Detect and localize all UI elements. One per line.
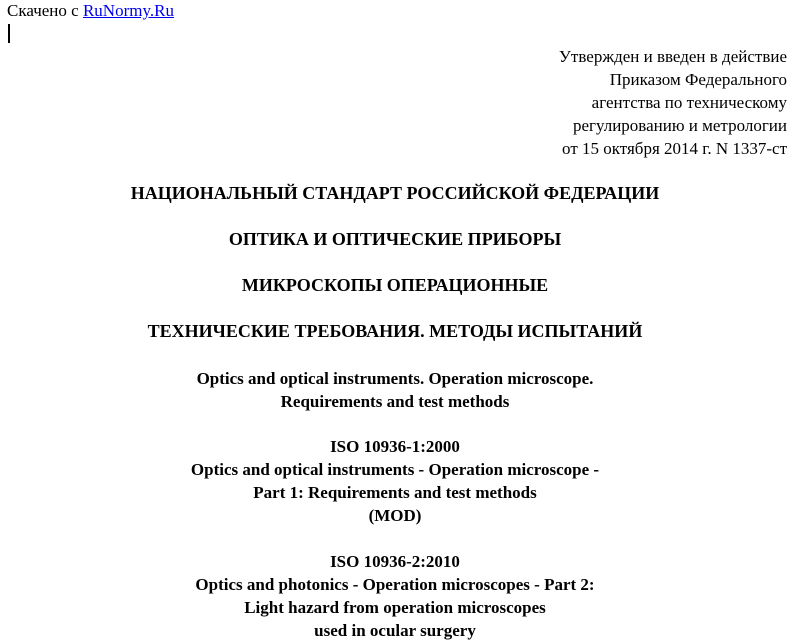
iso-title-line: Light hazard from operation microscopes (244, 598, 546, 617)
approval-line: Утвержден и введен в действие (558, 47, 787, 66)
approval-line: агентства по техническому (591, 93, 787, 112)
english-title-line: Optics and optical instruments. Operation microscope. (196, 369, 594, 388)
text-cursor (8, 24, 10, 43)
requirements-heading: ТЕХНИЧЕСКИЕ ТРЕБОВАНИЯ. МЕТОДЫ ИСПЫТАНИЙ (147, 321, 643, 341)
iso-title-line: used in ocular surgery (314, 621, 476, 640)
approval-block (559, 45, 787, 160)
iso-modification: (MOD) (368, 506, 422, 525)
iso-number: ISO 10936-2:2010 (330, 552, 460, 571)
iso-number: ISO 10936-1:2000 (330, 437, 460, 456)
microscopes-heading: МИКРОСКОПЫ ОПЕРАЦИОННЫЕ (241, 275, 549, 295)
iso-title-line: Part 1: Requirements and test methods (253, 483, 537, 502)
iso-title-line: Optics and photonics - Operation microscopes - Part 2: (195, 575, 595, 594)
source-prefix: Скачено с (7, 1, 83, 20)
optics-heading: ОПТИКА И ОПТИЧЕСКИЕ ПРИБОРЫ (228, 229, 562, 249)
source-line (7, 0, 174, 22)
english-title (0, 367, 790, 413)
english-title-line: Requirements and test methods (280, 392, 510, 411)
iso-10936-1-block (0, 435, 790, 527)
approval-line: регулированию и метрологии (572, 116, 787, 135)
national-standard-heading: НАЦИОНАЛЬНЫЙ СТАНДАРТ РОССИЙСКОЙ ФЕДЕРАЦИИ (130, 183, 660, 203)
iso-10936-2-block (0, 550, 790, 642)
approval-line: Приказом Федерального (609, 70, 787, 89)
iso-title-line: Optics and optical instruments - Operation microscope - (190, 460, 600, 479)
runormy-link[interactable]: RuNormy.Ru (82, 1, 174, 20)
approval-line: от 15 октября 2014 г. N 1337-ст (562, 139, 787, 158)
